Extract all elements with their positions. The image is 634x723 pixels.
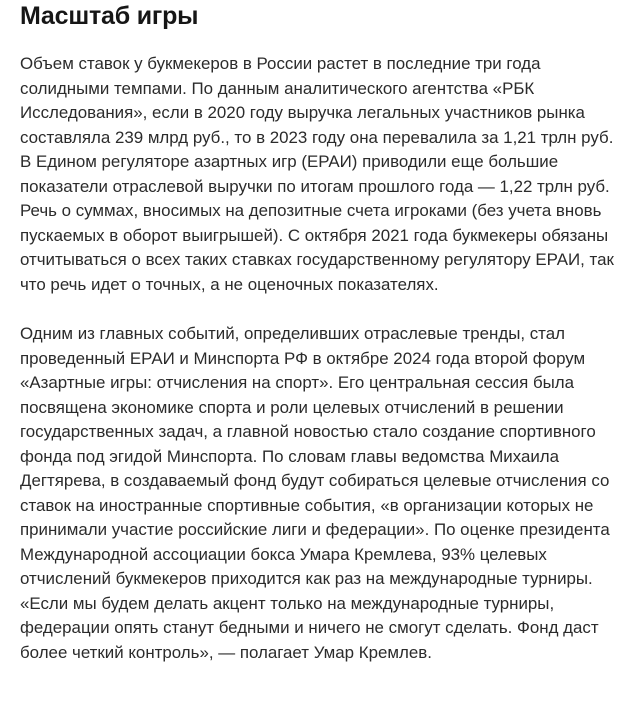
paragraph-forum-events: Одним из главных событий, определивших отраслевые тренды, стал проведенный ЕРАИ и Минспорта РФ в октябре 2024 года второй форум «Азартные игры: отчисления на спорт». Его центральная сессия была посвящена экономике спорта и роли целевых отчислений в решении государственных задач, а главной новостью стало создание спортивного фонда под эгидой Минспорта. По словам главы ведомства Михаила Дегтярева, в создаваемый фонд будут собираться целевые отчисления со ставок на иностранные спортивные события, «в организации которых не принимали участие российские лиги и федерации». По оценке президента Международной ассоциации бокса Умара Кремлева, 93% целевых отчислений букмекеров приходится как раз на международные турниры. «Если мы будем делать акцент только на международные турниры, федерации опять станут бедными и ничего не смогут сделать. Фонд даст более четкий контроль», — полагает Умар Кремлев. xyxy=(20,324,610,662)
section-heading: Масштаб игры xyxy=(20,2,199,30)
paragraph-betting-volume: Объем ставок у букмекеров в России растет в последние три года солидными темпами. По данным аналитического агентства «РБК Исследования», если в 2020 году выручка легальных участников рынка составляла 239 млрд руб., то в 2023 году она перевалила за 1,21 трлн руб. В Едином регуляторе азартных игр (ЕРАИ) приводили еще большие показатели отраслевой выручки по итогам прошлого года — 1,22 трлн руб. Речь о суммах, вносимых на депозитные счета игроками (без учета вновь пускаемых в оборот выигрышей). С октября 2021 года букмекеры обязаны отчитываться о всех таких ставках государственному регулятору ЕРАИ, так что речь идет о точных, а не оценочных показателях. xyxy=(20,54,614,294)
